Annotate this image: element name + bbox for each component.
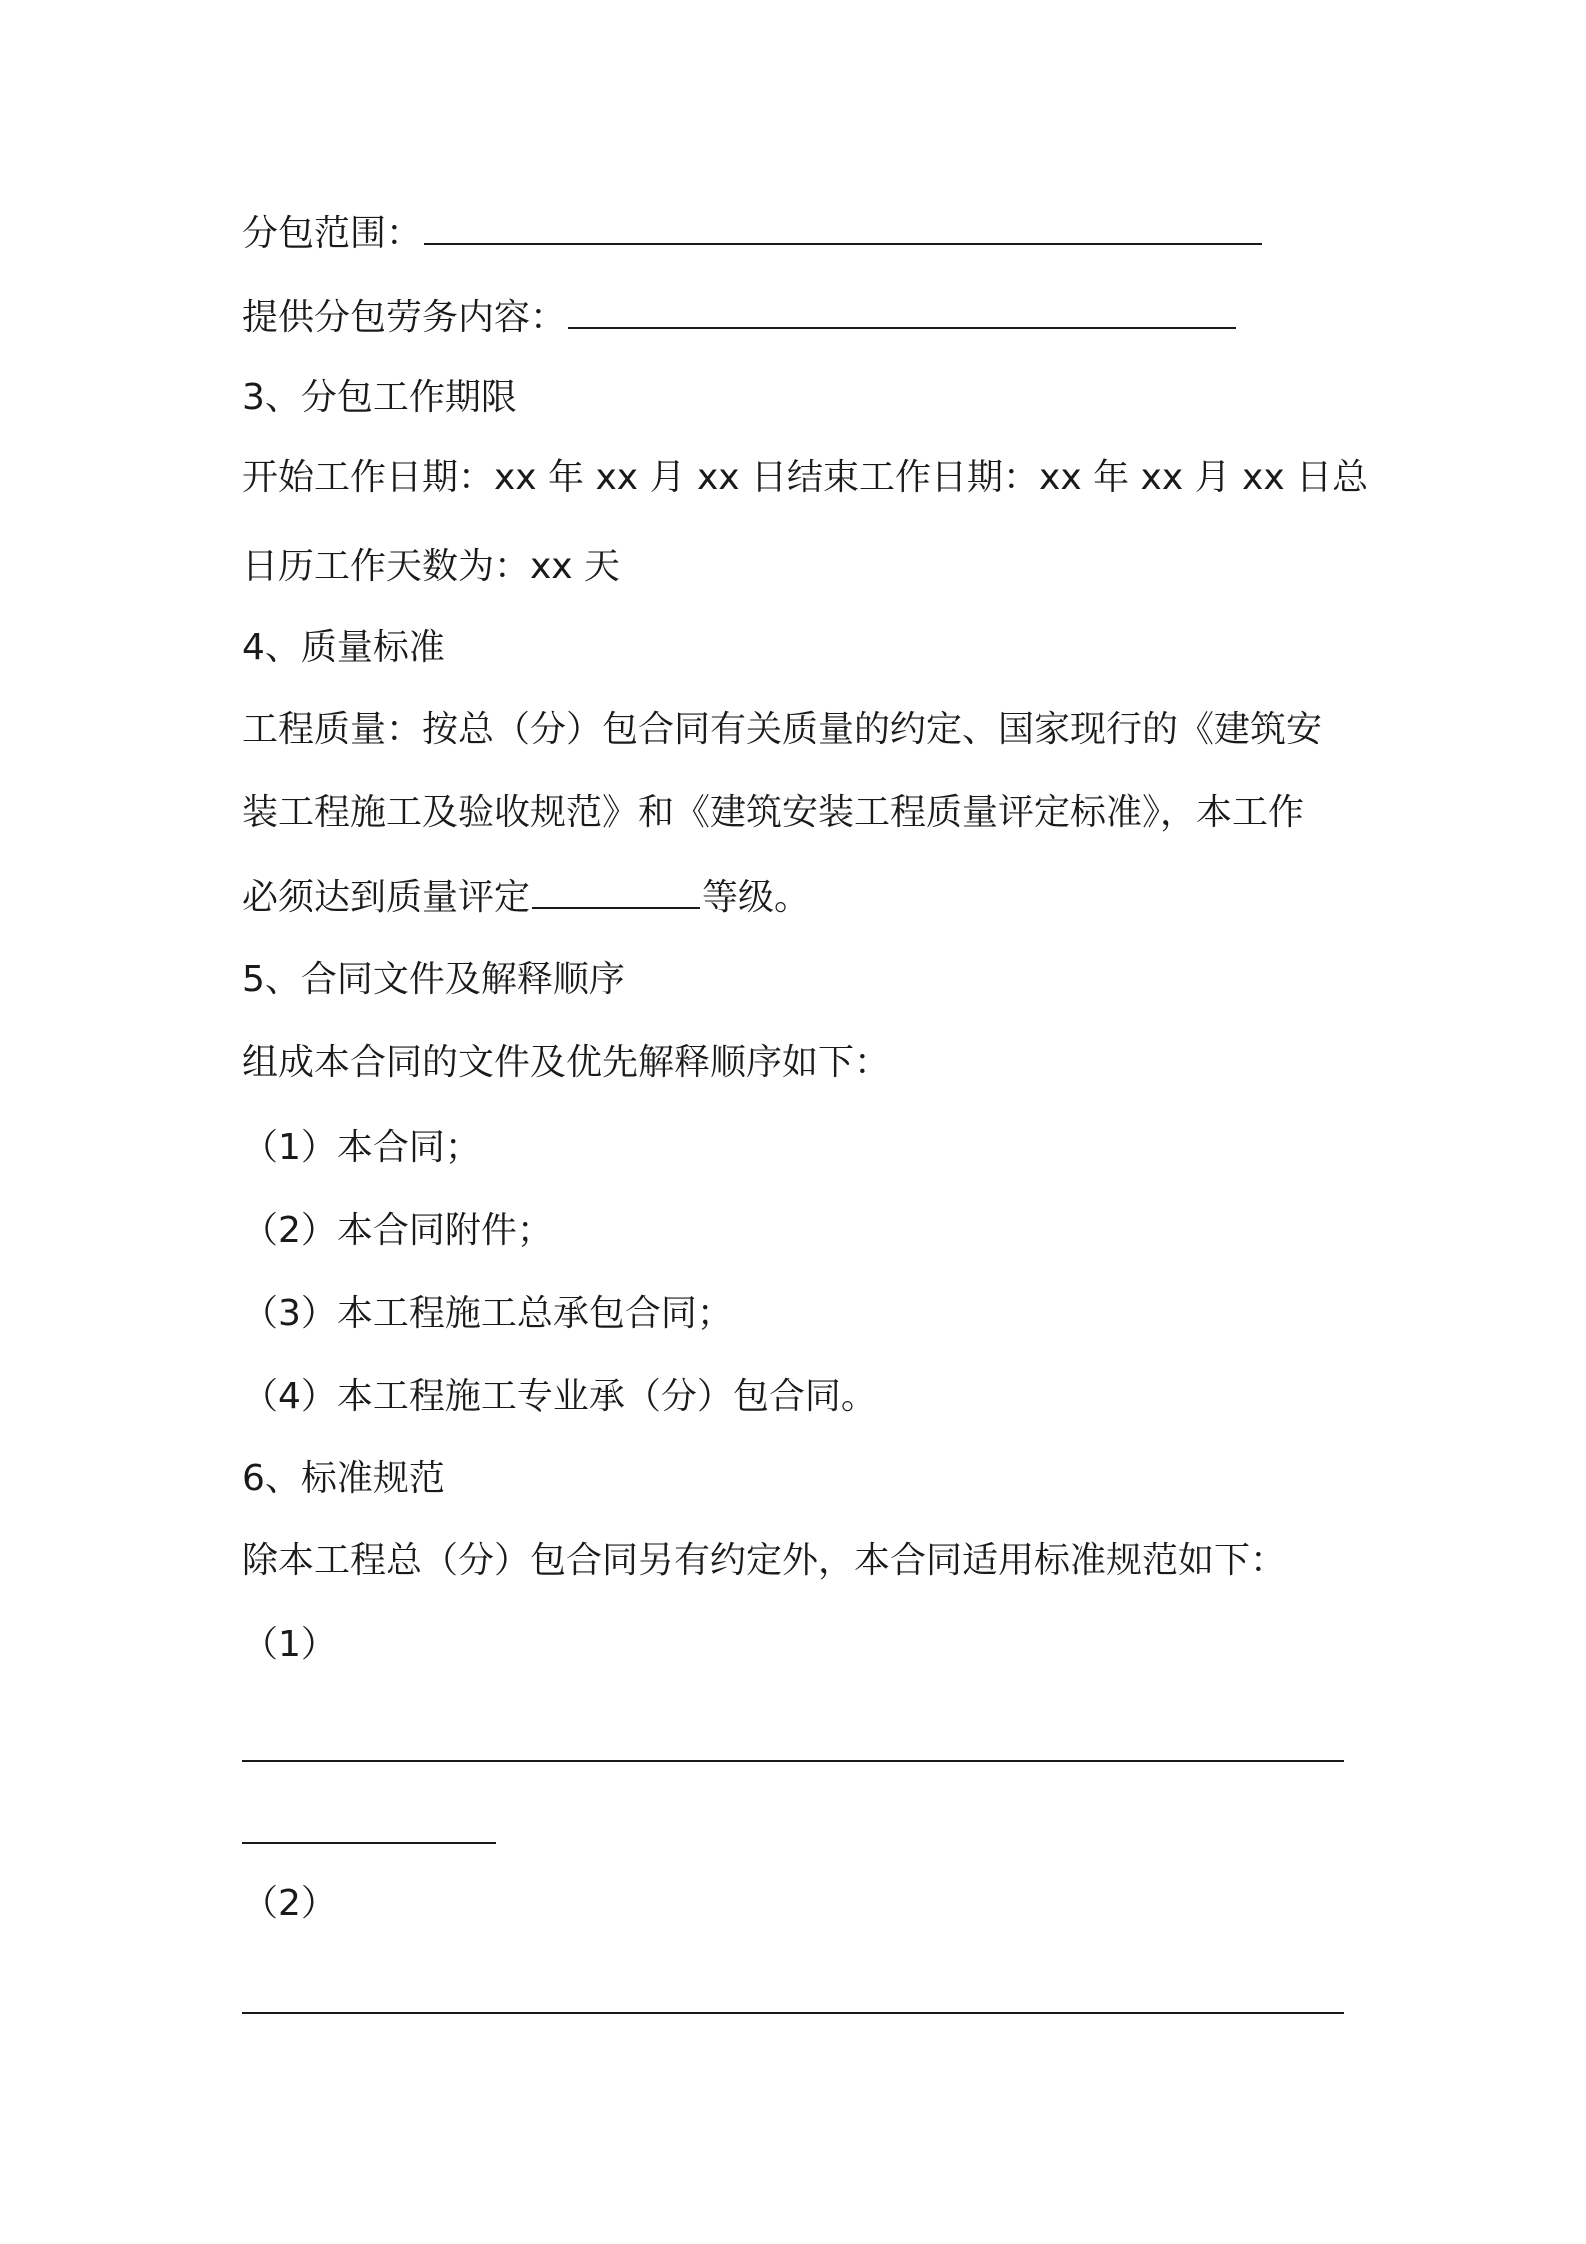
standards-item-1-blank-line-2[interactable] <box>242 1842 496 1844</box>
quality-text-line-1: 工程质量：按总（分）包合同有关质量的约定、国家现行的《建筑安 <box>242 709 1323 750</box>
section-3-heading: 3、分包工作期限 <box>242 377 517 418</box>
labor-blank[interactable] <box>568 297 1236 329</box>
standards-item-1-label: （1） <box>242 1624 337 1665</box>
quality-grade-blank[interactable] <box>532 877 700 909</box>
standards-item-2-label: （2） <box>242 1883 337 1924</box>
quality-text-line-2: 装工程施工及验收规范》和《建筑安装工程质量评定标准》，本工作 <box>242 792 1305 833</box>
quality-text-line-3 <box>242 874 1386 922</box>
scope-line <box>242 210 1386 258</box>
scope-blank[interactable] <box>424 213 1262 245</box>
document-list-item: （2）本合同附件； <box>242 1210 553 1251</box>
standards-intro: 除本工程总（分）包合同另有约定外，本合同适用标准规范如下： <box>242 1540 1287 1581</box>
quality-text-prefix: 必须达到质量评定 <box>242 877 531 918</box>
section-6-heading: 6、标准规范 <box>242 1458 445 1499</box>
document-list-item: （1）本合同； <box>242 1127 481 1168</box>
section-5-heading: 5、合同文件及解释顺序 <box>242 959 625 1000</box>
documents-intro: 组成本合同的文件及优先解释顺序如下： <box>242 1042 891 1083</box>
quality-text-suffix: 等级。 <box>702 877 811 918</box>
work-dates-text: 开始工作日期：xx 年 xx 月 xx 日结束工作日期：xx 年 xx 月 xx 日总 <box>242 457 1369 498</box>
standards-item-1-blank-line-1[interactable] <box>242 1760 1344 1762</box>
document-list-item: （3）本工程施工总承包合同； <box>242 1293 733 1334</box>
standards-item-2-blank-line[interactable] <box>242 2012 1344 2014</box>
calendar-days-text: 日历工作天数为：xx 天 <box>242 546 621 587</box>
labor-line <box>242 294 1386 342</box>
scope-label: 分包范围： <box>242 213 423 254</box>
section-4-heading: 4、质量标准 <box>242 627 445 668</box>
labor-label: 提供分包劳务内容： <box>242 297 567 338</box>
document-list-item: （4）本工程施工专业承（分）包合同。 <box>242 1376 877 1417</box>
